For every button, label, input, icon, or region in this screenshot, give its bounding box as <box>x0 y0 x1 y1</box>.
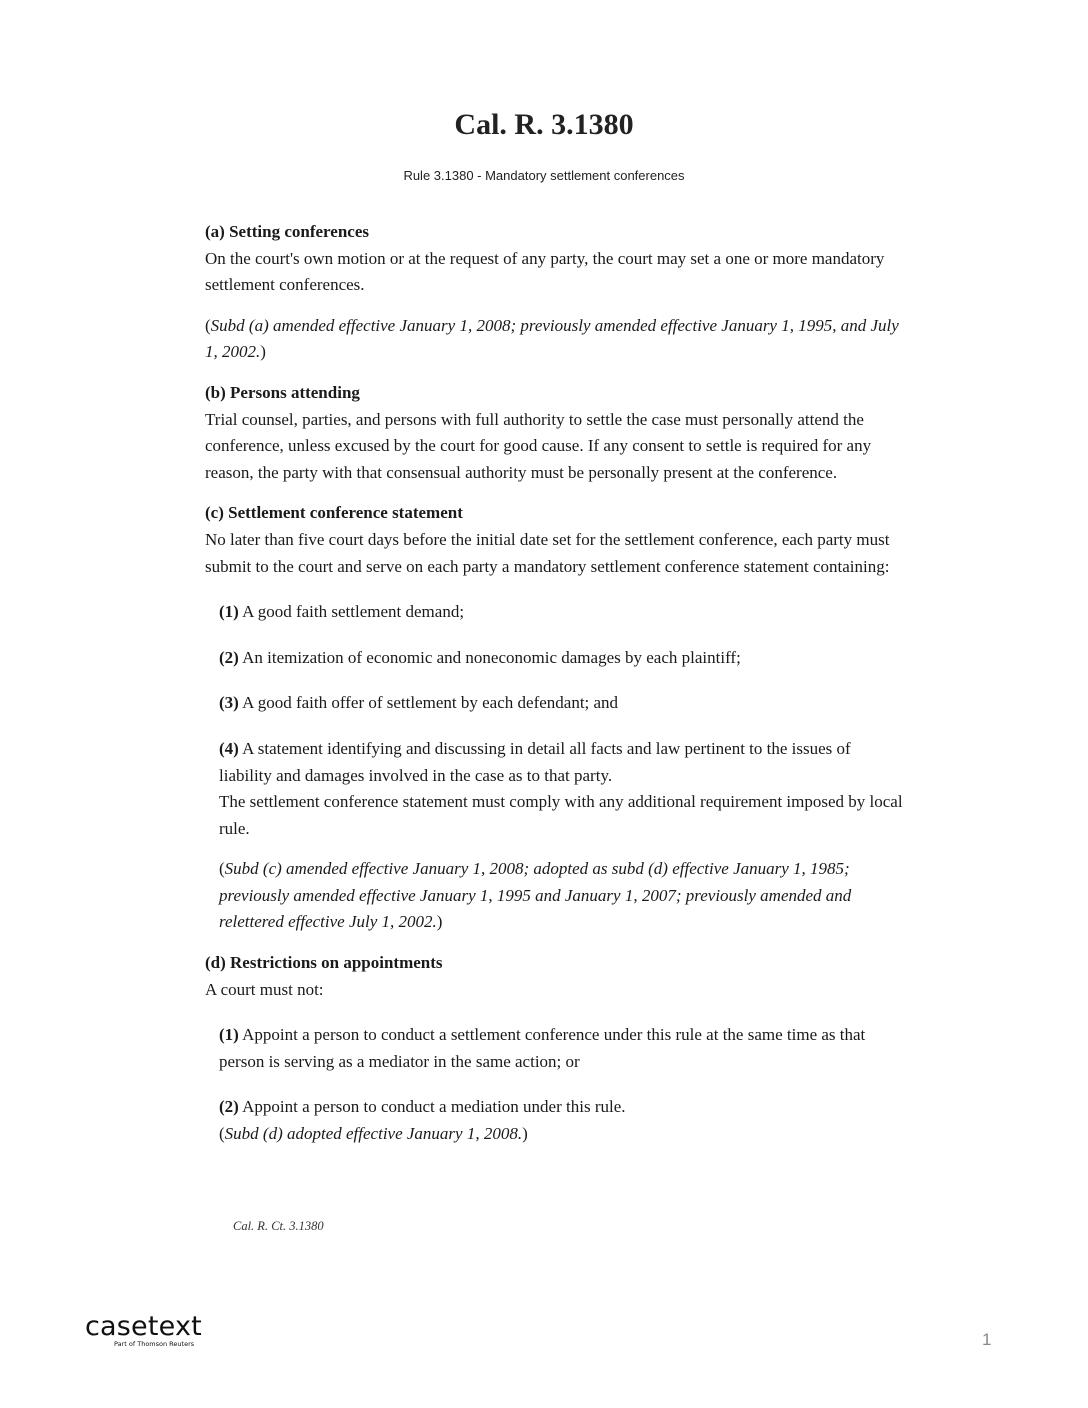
section-c-heading: (c) Settlement conference statement <box>205 503 463 523</box>
document-subtitle: Rule 3.1380 - Mandatory settlement conferences <box>403 168 685 183</box>
section-c-note <box>219 856 905 936</box>
section-d-list <box>205 1022 905 1147</box>
section-c-note-text: Subd (c) amended effective January 1, 2008; adopted as subd (d) effective January 1, 1985; previously amended effective January 1, 1995 and January 1, 2007; previously amended and relettered effective July 1, 2002. <box>219 859 852 932</box>
note-paren-open: ( <box>205 315 211 335</box>
item-text: Appoint a person to conduct a mediation under this rule. <box>238 1097 626 1117</box>
note-paren-open: ( <box>219 1124 225 1144</box>
section-d-body: A court must not: <box>205 979 324 999</box>
list-item <box>219 1094 905 1121</box>
section-c-list <box>205 599 905 936</box>
citation: Cal. R. Ct. 3.1380 <box>233 1219 324 1233</box>
list-item <box>219 599 905 626</box>
logo-tagline: Part of Thomson Reuters <box>114 1340 195 1348</box>
section-a-heading: (a) Setting conferences <box>205 222 369 241</box>
note-paren-close: ) <box>436 912 443 932</box>
section-b-body: Trial counsel, parties, and persons with full authority to settle the case must personally attend the conference, unless excused by the court for good cause. If any consent to settle is required for any reason, the party with that consensual authority must be personally present at the conference. <box>205 409 872 482</box>
section-b-heading: (b) Persons attending <box>205 382 360 402</box>
section-d-note <box>219 1121 905 1148</box>
item-number: (2) <box>219 647 239 667</box>
casetext-logo <box>85 1313 215 1348</box>
list-item <box>219 645 905 672</box>
item-text: A good faith offer of settlement by each defendant; and <box>238 693 619 713</box>
note-paren-close: ) <box>260 342 266 362</box>
section-c-closing: The settlement conference statement must comply with any additional requirement imposed by local rule. <box>219 792 903 838</box>
list-item <box>219 690 905 717</box>
section-a-note-text: Subd (a) amended effective January 1, 2008; previously amended effective January 1, 1995, and July 1, 2002. <box>205 315 899 362</box>
note-paren-close: ) <box>522 1124 528 1144</box>
item-number: (1) <box>219 1025 239 1045</box>
rule-content <box>205 219 905 1148</box>
item-text: Appoint a person to conduct a settlement conference under this rule at the same time as that person is serving as a mediator in the same action; or <box>219 1025 866 1071</box>
item-number: (2) <box>219 1097 239 1117</box>
section-a-body: On the court's own motion or at the request of any party, the court may set a one or more mandatory settlement conferences. <box>205 248 885 295</box>
section-c-body: No later than five court days before the initial date set for the settlement conference, each party must submit to the court and serve on each party a mandatory settlement conference statement containing: <box>205 529 890 576</box>
section-a-note <box>205 313 905 366</box>
logo-wordmark: casetext <box>85 1311 202 1342</box>
item-text: An itemization of economic and noneconomic damages by each plaintiff; <box>238 647 741 667</box>
section-d-heading: (d) Restrictions on appointments <box>205 953 443 973</box>
list-item <box>219 736 905 789</box>
document-title: Cal. R. 3.1380 <box>454 108 634 141</box>
page-number: 1 <box>982 1330 992 1349</box>
item-number: (1) <box>219 602 239 622</box>
section-d-note-text: Subd (d) adopted effective January 1, 2008. <box>224 1124 523 1144</box>
list-item <box>219 1022 905 1075</box>
item-text: A good faith settlement demand; <box>238 602 465 622</box>
item-text: A statement identifying and discussing in detail all facts and law pertinent to the issues of liability and damages involved in the case as to that party. <box>219 738 851 785</box>
note-paren-open: ( <box>219 859 225 879</box>
item-number: (4) <box>219 738 239 758</box>
item-number: (3) <box>219 693 239 713</box>
